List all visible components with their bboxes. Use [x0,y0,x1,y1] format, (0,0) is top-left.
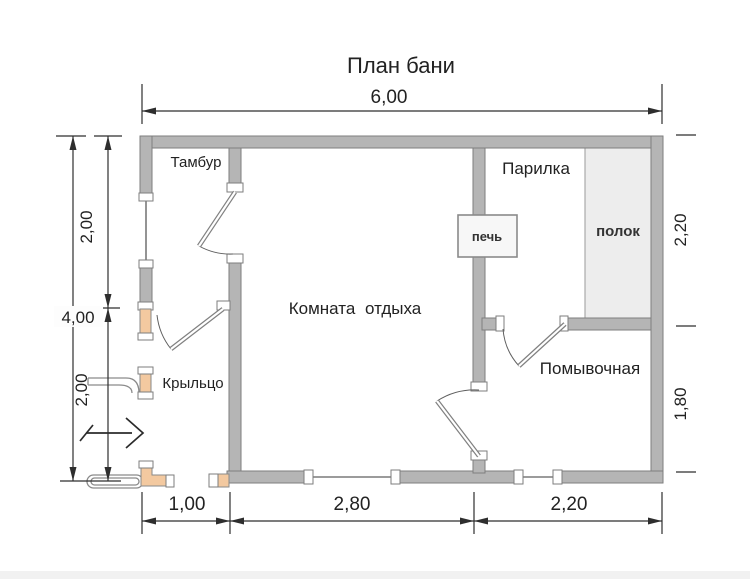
wall-bottom-2 [400,471,515,483]
entrance-arrow [80,418,143,448]
room-label-pomyvochnaya: Помывочная [539,359,641,378]
dim-bottom-right-label: 2,20 [550,494,588,515]
room-label-komnata: Комната отдыха [288,299,422,318]
wall-bottom-1 [227,471,305,483]
wall-center-lower [473,459,485,473]
dimension-bottom [142,492,662,534]
wall-tambur-east-lower [229,262,241,471]
dimension-top [142,84,662,124]
door-tambur [199,183,243,263]
porch [80,309,229,488]
dim-left-total-label: 4,00 [61,308,95,327]
door-pomyvochnaya-west [437,382,487,460]
dim-left-lower-label: 2,00 [72,373,91,407]
wall-left-2 [140,268,152,303]
dim-left-upper-label: 2,00 [77,210,96,244]
dim-right-upper-label: 2,20 [671,213,690,247]
wood-jamb [140,309,151,334]
wood-corner-post [141,466,168,486]
dim-bottom-middle-label: 2,80 [333,494,371,515]
wood-rail-post [140,373,151,393]
wall-top [140,136,663,148]
scan-artifact-strip [0,571,750,579]
wall-left-1 [140,136,152,194]
dimension-left [54,136,122,481]
shelf-label-polok: полок [596,223,640,240]
dim-bottom-left-label: 1,00 [168,494,206,515]
wall-parilka-east [568,318,651,330]
wall-right [651,136,663,483]
dimension-right [671,135,696,472]
wall-tambur-east-upper [229,148,241,184]
dim-top-label: 6,00 [370,87,408,108]
room-label-krylco: Крыльцо [162,375,224,392]
wood-wall-post [217,474,229,487]
room-label-tambur: Тамбур [170,154,222,171]
stove-label-pech: печь [471,229,503,244]
wall-bottom-3 [562,471,663,483]
dim-right-lower-label: 1,80 [671,387,690,421]
room-label-parilka: Парилка [502,159,570,178]
page-title: План бани [347,53,455,78]
wall-center-upper [473,148,485,383]
door-krylco [138,301,230,349]
